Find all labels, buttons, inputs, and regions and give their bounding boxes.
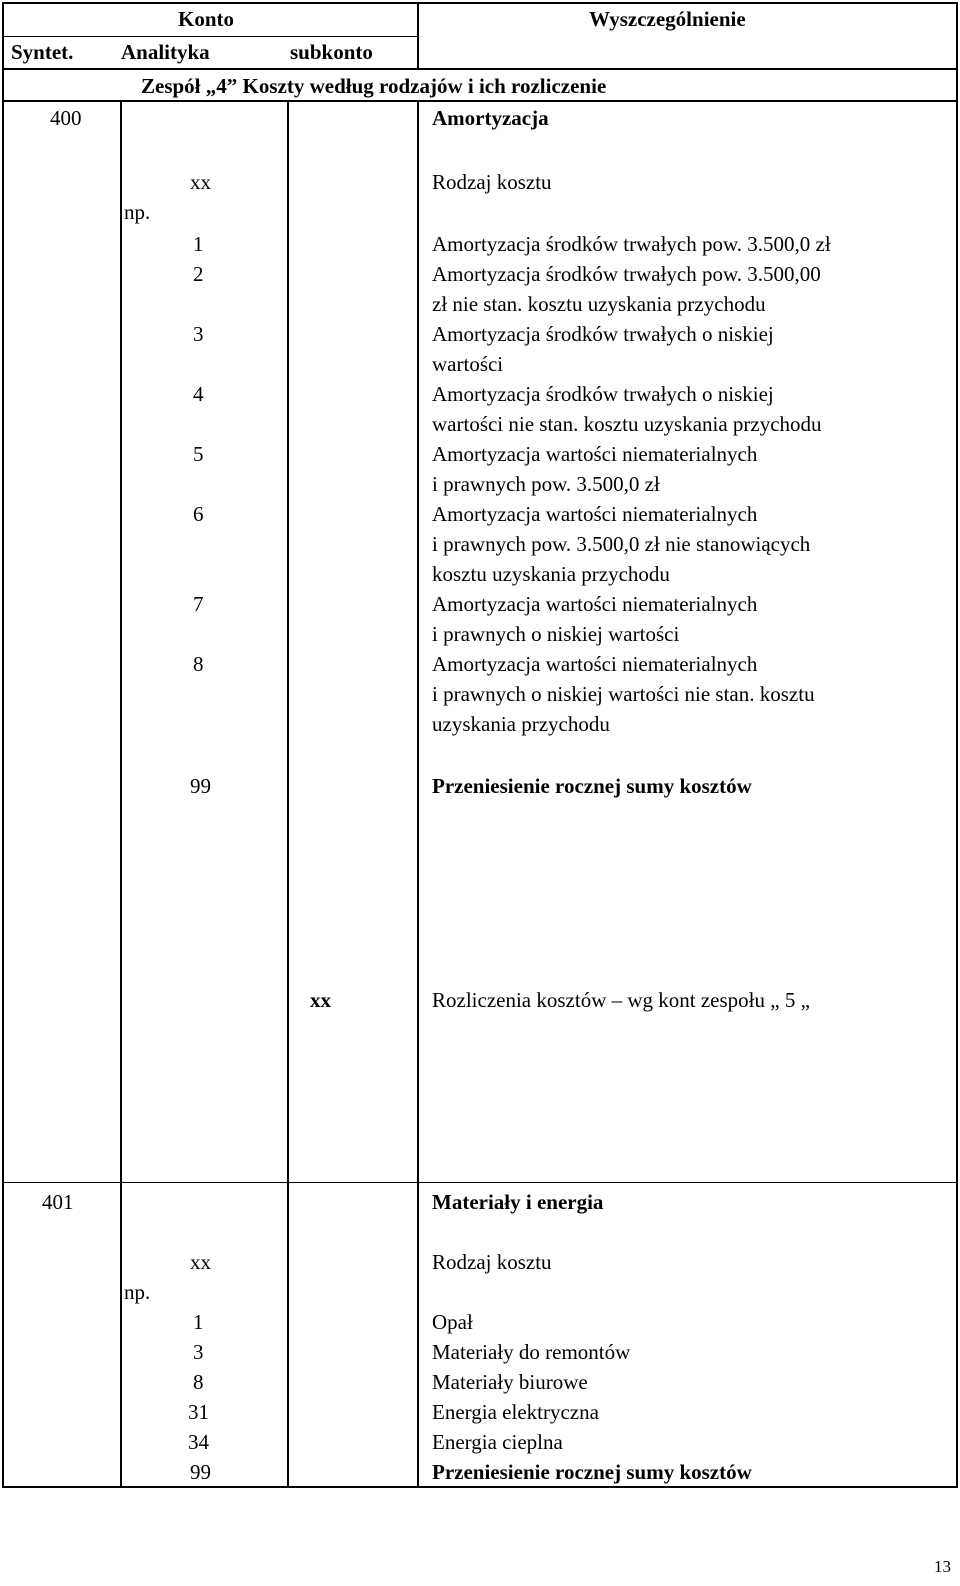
account-400-row-text: wartości — [432, 352, 504, 376]
account-400-rodzaj: Rodzaj kosztu — [432, 170, 552, 194]
column-divider-1 — [120, 100, 122, 1488]
header-wyszczegolnienie: Wyszczególnienie — [589, 7, 746, 31]
account-400-xx: xx — [190, 170, 211, 194]
account-400-row-text: Amortyzacja środków trwałych pow. 3.500,0 zł — [432, 232, 831, 256]
account-401-row-number: 8 — [193, 1370, 204, 1394]
account-401-row99-num: 99 — [190, 1460, 211, 1484]
account-400-row-text: uzyskania przychodu — [432, 712, 610, 736]
account-400-rozl-xx: xx — [310, 988, 331, 1012]
account-400-title: Amortyzacja — [432, 106, 549, 130]
account-400-row-number: 2 — [193, 262, 204, 286]
account-400-row-text: Amortyzacja wartości niematerialnych — [432, 592, 758, 616]
account-400-row-text: i prawnych pow. 3.500,0 zł nie stanowiących — [432, 532, 811, 556]
account-400-row-text: Amortyzacja wartości niematerialnych — [432, 652, 758, 676]
account-400-row-text: zł nie stan. kosztu uzyskania przychodu — [432, 292, 766, 316]
account-400-row-text: wartości nie stan. kosztu uzyskania przychodu — [432, 412, 822, 436]
page-number: 13 — [934, 1557, 951, 1576]
account-400-row-number: 6 — [193, 502, 204, 526]
table-right-border — [956, 2, 958, 1488]
account-401-np: np. — [124, 1280, 151, 1304]
account-400-row-text: Amortyzacja środków trwałych pow. 3.500,00 — [432, 262, 821, 286]
header-divider-horizontal-konto — [2, 36, 417, 37]
table-left-border — [2, 2, 4, 1488]
account-400-row-number: 8 — [193, 652, 204, 676]
header-subkonto: subkonto — [290, 40, 373, 64]
account-401-row99-text: Przeniesienie rocznej sumy kosztów — [432, 1460, 752, 1484]
account-400-row-number: 4 — [193, 382, 204, 406]
account-401-xx: xx — [190, 1250, 211, 1274]
column-divider-3 — [417, 100, 419, 1488]
header-konto: Konto — [178, 7, 235, 31]
account-400-row-text: kosztu uzyskania przychodu — [432, 562, 670, 586]
account-401-row-number: 31 — [188, 1400, 209, 1424]
section-divider-400-401 — [2, 1182, 958, 1183]
account-401-row-number: 1 — [193, 1310, 204, 1334]
header-syntet: Syntet. — [11, 40, 74, 64]
account-400-row-text: i prawnych pow. 3.500,0 zł — [432, 472, 660, 496]
account-401-row-text: Materiały do remontów — [432, 1340, 631, 1364]
account-400-row-text: i prawnych o niskiej wartości — [432, 622, 680, 646]
table-top-border — [2, 2, 958, 4]
account-400-row-number: 1 — [193, 232, 204, 256]
header-analityka: Analityka — [121, 40, 210, 64]
account-400-row-number: 3 — [193, 322, 204, 346]
account-401-title: Materiały i energia — [432, 1190, 604, 1214]
account-400-row-text: Amortyzacja środków trwałych o niskiej — [432, 382, 774, 406]
table-bottom-border — [2, 1486, 958, 1488]
account-400-row-text: Amortyzacja wartości niematerialnych — [432, 502, 758, 526]
zespol-title: Zespół „4” Koszty według rodzajów i ich rozliczenie — [141, 74, 607, 98]
account-401-number: 401 — [42, 1190, 74, 1214]
account-400-number: 400 — [50, 106, 82, 130]
account-400-rozl-text: Rozliczenia kosztów – wg kont zespołu „ 5 „ — [432, 988, 810, 1012]
account-400-row-text: Amortyzacja wartości niematerialnych — [432, 442, 758, 466]
account-400-row-number: 7 — [193, 592, 204, 616]
account-401-rodzaj: Rodzaj kosztu — [432, 1250, 552, 1274]
account-400-np: np. — [124, 200, 151, 224]
account-401-row-number: 3 — [193, 1340, 204, 1364]
account-401-row-text: Energia elektryczna — [432, 1400, 599, 1424]
header-divider-vertical — [417, 2, 419, 70]
account-401-row-text: Materiały biurowe — [432, 1370, 588, 1394]
header-bottom-line — [2, 68, 958, 70]
zespol-bottom-line — [2, 100, 958, 102]
account-401-row-text: Opał — [432, 1310, 473, 1334]
account-400-row-number: 5 — [193, 442, 204, 466]
account-400-row99-num: 99 — [190, 774, 211, 798]
column-divider-2 — [287, 100, 289, 1488]
account-401-row-number: 34 — [188, 1430, 209, 1454]
account-400-row99-text: Przeniesienie rocznej sumy kosztów — [432, 774, 752, 798]
account-401-row-text: Energia cieplna — [432, 1430, 563, 1454]
account-400-row-text: i prawnych o niskiej wartości nie stan. kosztu — [432, 682, 815, 706]
account-400-row-text: Amortyzacja środków trwałych o niskiej — [432, 322, 774, 346]
